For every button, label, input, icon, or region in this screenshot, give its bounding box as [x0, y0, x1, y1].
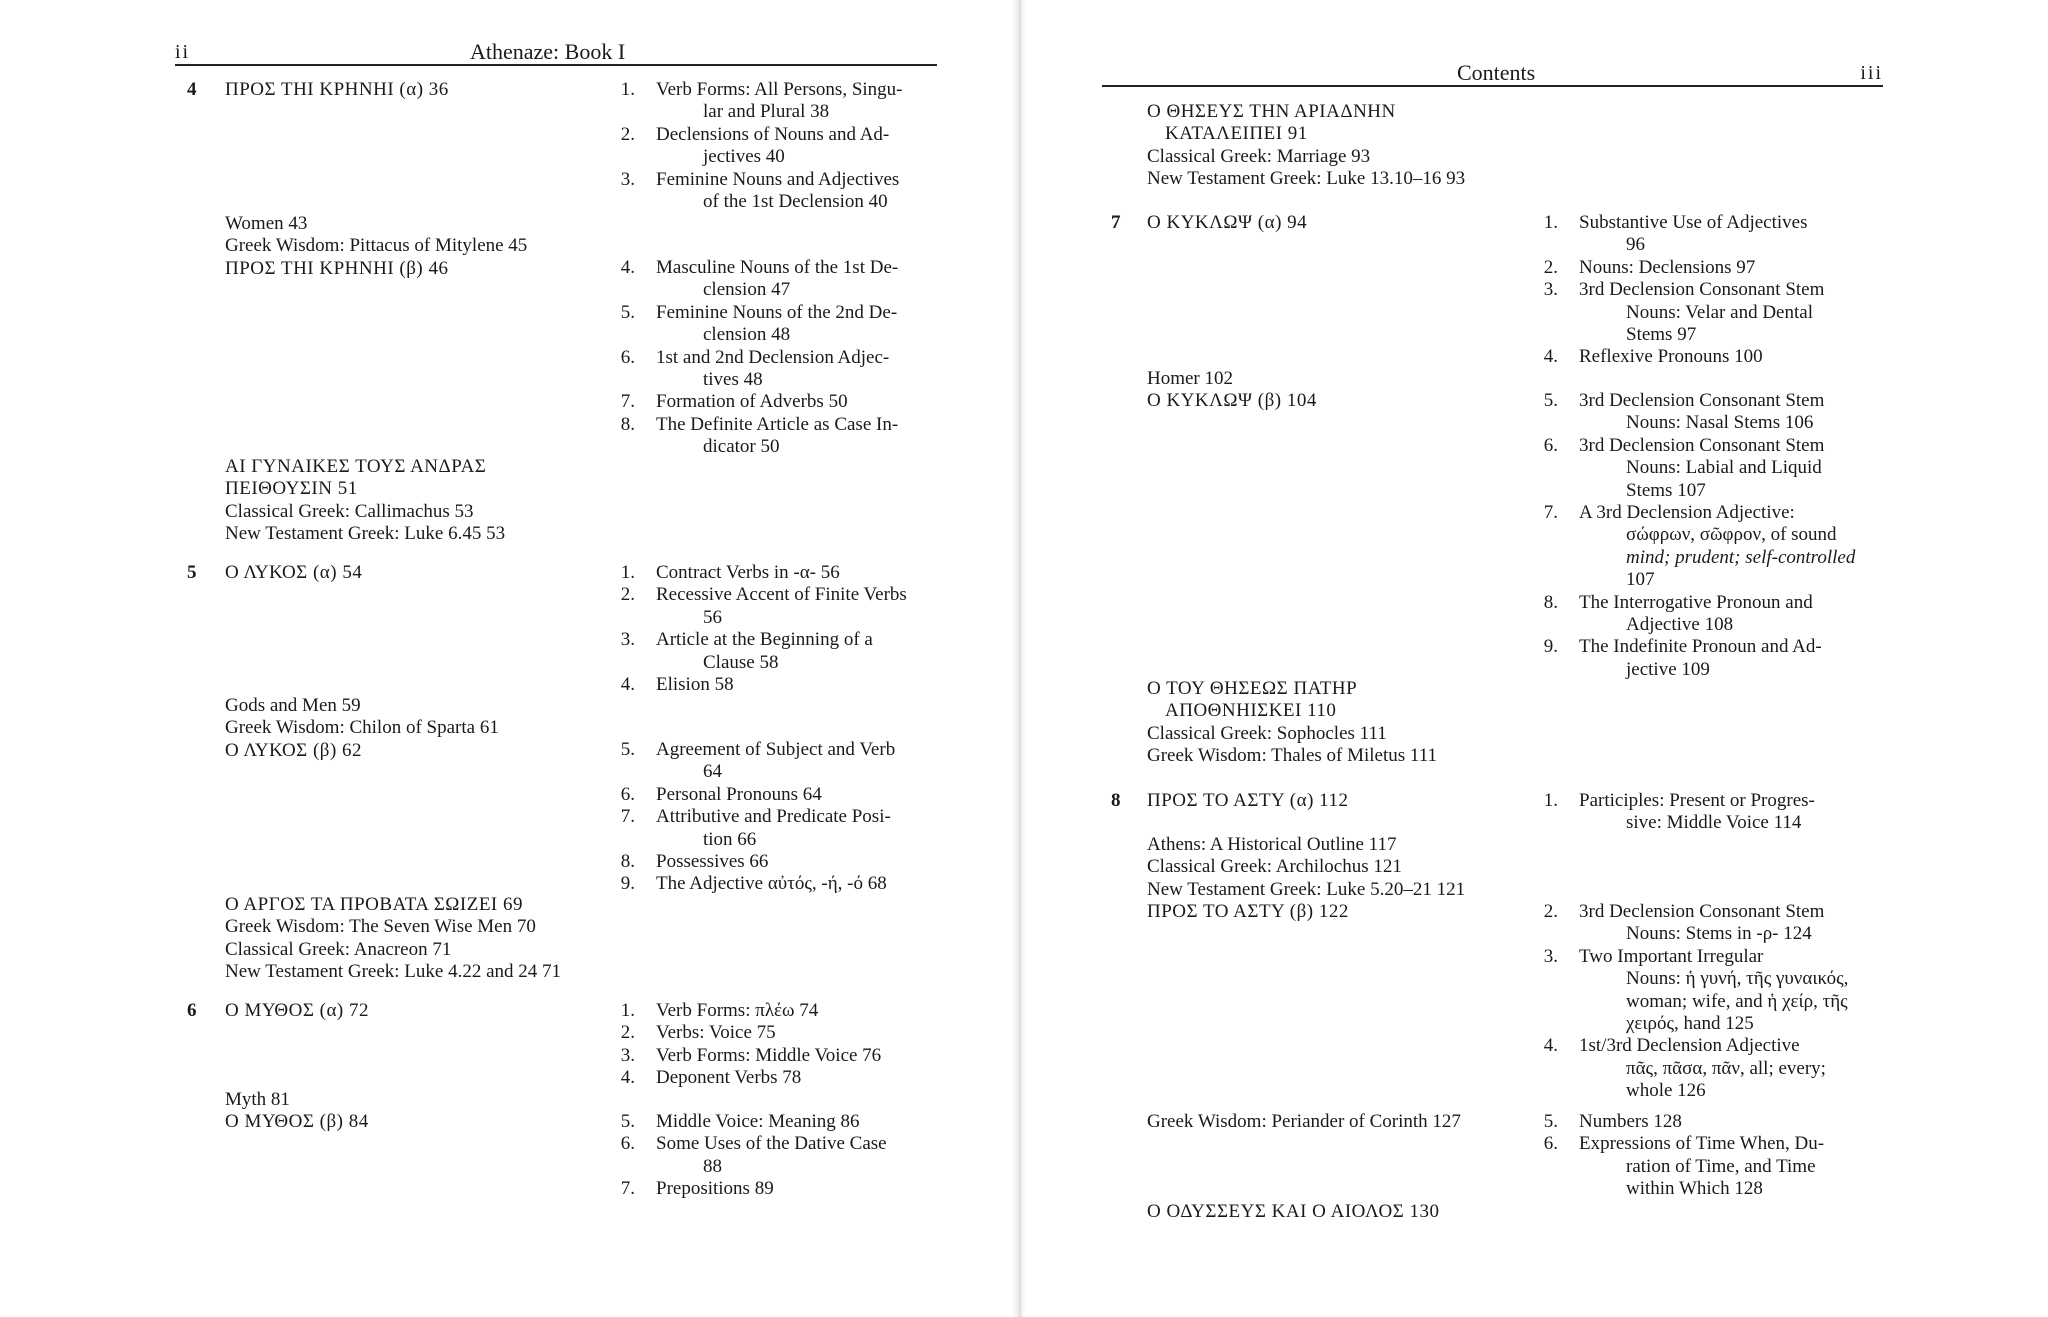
item-line: woman; wife, and ἡ χείρ, τῆς: [1626, 990, 1848, 1012]
grammar-item: [617, 391, 898, 413]
item-line: 96: [1626, 234, 1645, 256]
toc-entry: ΠΡΟΣ ΤΗΙ ΚΡΗΝΗΙ (β) 46: [225, 257, 449, 279]
grammar-item: [1540, 346, 1824, 368]
item-line: Deponent Verbs 78: [656, 1067, 802, 1089]
item-number: 7.: [620, 806, 635, 828]
item-line: 3rd Declension Consonant Stem: [1579, 901, 1825, 922]
grammar-item: [1540, 592, 1855, 637]
grammar-item: [1540, 435, 1855, 502]
item-line: Article at the Beginning of a: [656, 629, 873, 651]
toc-entry: Greek Wisdom: Thales of Miletus 111: [1147, 745, 1438, 767]
item-number: 5.: [620, 1111, 635, 1132]
grammar-item: [617, 1133, 887, 1178]
item-line: clension 48: [703, 324, 791, 346]
item-number: 3.: [1543, 279, 1558, 301]
item-line: lar and Plural 38: [703, 101, 830, 123]
grammar-item: [1540, 390, 1855, 435]
item-number: 3.: [620, 1044, 635, 1066]
grammar-item: [617, 302, 898, 347]
item-number: 7.: [620, 1178, 635, 1200]
item-number: 1.: [1543, 790, 1558, 811]
item-line: A 3rd Declension Adjective:: [1579, 501, 1795, 523]
item-line: Verbs: Voice 75: [656, 1022, 776, 1044]
toc-entry: Ο ΑΡΓΟΣ ΤΑ ΠΡΟΒΑΤΑ ΣΩΙΖΕΙ 69: [225, 894, 524, 915]
toc-entry: ΠΡΟΣ ΤΟ ΑΣΤΥ (α) 112: [1147, 790, 1349, 811]
item-line: Nouns: Labial and Liquid: [1626, 457, 1822, 479]
toc-entry: Ο ΟΔΥΣΣΕΥΣ ΚΑΙ Ο ΑΙΟΛΟΣ 130: [1147, 1201, 1440, 1222]
chapter-number: 8: [1111, 790, 1121, 811]
reading-section: [1147, 1201, 1439, 1223]
item-line: πᾶς, πᾶσα, πᾶν, all; every;: [1626, 1057, 1826, 1079]
grammar-list: [1540, 1111, 1824, 1201]
grammar-item: [617, 562, 907, 584]
item-line: dicator 50: [703, 436, 780, 458]
item-line: Substantive Use of Adjectives: [1579, 212, 1808, 233]
toc-entry: ΑΙ ΓΥΝΑΙΚΕΣ ΤΟΥΣ ΑΝΔΡΑΣ: [225, 456, 487, 477]
item-line: 3rd Declension Consonant Stem: [1579, 434, 1825, 456]
reading-section: [1147, 101, 1465, 191]
grammar-item: [617, 1022, 881, 1044]
item-line: Nouns: Velar and Dental: [1626, 301, 1813, 323]
item-number: 3.: [620, 168, 635, 190]
item-line: tion 66: [703, 828, 757, 850]
grammar-item: [1540, 257, 1824, 279]
header-rule: [1102, 85, 1883, 87]
toc-entry: ΑΠΟΘΝΗΙΣΚΕΙ 110: [1165, 700, 1337, 722]
grammar-item: [617, 347, 898, 392]
item-number: 4.: [620, 1067, 635, 1089]
toc-entry: New Testament Greek: Luke 4.22 and 24 71: [225, 961, 562, 983]
toc-entry: ΠΡΟΣ ΤΗΙ ΚΡΗΝΗΙ (α) 36: [225, 79, 449, 100]
item-line: 3rd Declension Consonant Stem: [1579, 390, 1825, 411]
toc-entry: Ο ΤΟΥ ΘΗΣΕΩΣ ΠΑΤΗΡ: [1147, 678, 1358, 699]
grammar-list: [1540, 390, 1855, 681]
grammar-item: [1540, 279, 1824, 346]
item-number: 1.: [1543, 212, 1558, 233]
header-rule: [175, 64, 937, 66]
item-line: Nouns: Stems in -ρ- 124: [1626, 923, 1812, 945]
item-line: mind; prudent; self-controlled: [1626, 546, 1856, 568]
item-line: sive: Middle Voice 114: [1626, 812, 1802, 834]
grammar-item: [1540, 1111, 1824, 1133]
reading-section: [1147, 790, 1348, 812]
reading-section: [225, 695, 499, 762]
toc-entry: Greek Wisdom: Chilon of Sparta 61: [225, 717, 499, 739]
item-line: Verb Forms: Middle Voice 76: [656, 1044, 882, 1066]
chapter-number: 5: [187, 562, 197, 583]
toc-entry: Ο ΜΥΘΟΣ (β) 84: [225, 1111, 369, 1133]
item-line: Some Uses of the Dative Case: [656, 1133, 887, 1155]
item-line: Nouns: ἡ γυνή, τῆς γυναικός,: [1626, 968, 1849, 990]
item-line: jective 109: [1626, 658, 1710, 680]
grammar-item: [617, 79, 903, 124]
grammar-item: [617, 1045, 881, 1067]
grammar-item: [617, 1111, 887, 1133]
toc-entry: Greek Wisdom: Periander of Corinth 127: [1147, 1111, 1461, 1132]
toc-entry: Greek Wisdom: Pittacus of Mitylene 45: [225, 235, 528, 257]
grammar-item: [1540, 790, 1815, 835]
item-line: Feminine Nouns and Adjectives: [656, 168, 900, 190]
toc-entry: Ο ΚΥΚΛΩΨ (β) 104: [1147, 390, 1317, 412]
item-line: 88: [703, 1155, 722, 1177]
item-line: Verb Forms: πλέω 74: [656, 1000, 819, 1021]
grammar-item: [617, 1067, 881, 1089]
toc-entry: ΠΡΟΣ ΤΟ ΑΣΤΥ (β) 122: [1147, 901, 1349, 923]
item-line: Clause 58: [703, 651, 779, 673]
reading-section: [1147, 212, 1307, 234]
item-number: 3.: [1543, 945, 1558, 967]
grammar-item: [617, 1000, 881, 1022]
grammar-item: [617, 124, 903, 169]
toc-entry: Classical Greek: Sophocles 111: [1147, 722, 1387, 744]
toc-entry: New Testament Greek: Luke 5.20–21 121: [1147, 878, 1466, 900]
item-line: The Interrogative Pronoun and: [1579, 591, 1813, 613]
grammar-item: [617, 169, 903, 214]
chapter-number: 6: [187, 1000, 197, 1021]
item-line: within Which 128: [1626, 1178, 1763, 1200]
item-line: Nouns: Nasal Stems 106: [1626, 412, 1814, 434]
toc-entry: ΚΑΤΑΛΕΙΠΕΙ 91: [1165, 123, 1308, 145]
item-line: Agreement of Subject and Verb: [656, 739, 896, 760]
grammar-list: [617, 1000, 881, 1090]
item-line: Verb Forms: All Persons, Singu-: [656, 79, 903, 100]
toc-entry: ΠΕΙΘΟΥΣΙΝ 51: [225, 478, 358, 500]
item-number: 4.: [620, 673, 635, 695]
chapter-number: 4: [187, 79, 197, 100]
grammar-item: [617, 851, 895, 873]
item-number: 2.: [620, 1022, 635, 1044]
item-line: σώφρων, σῶφρον, of sound: [1626, 524, 1837, 546]
grammar-item: [617, 629, 907, 674]
toc-entry: Classical Greek: Marriage 93: [1147, 145, 1371, 167]
reading-section: [1147, 368, 1317, 413]
left-page: [0, 0, 1000, 1317]
reading-section: [1147, 834, 1465, 924]
grammar-item: [617, 873, 895, 895]
item-number: 4.: [620, 257, 635, 278]
grammar-item: [617, 674, 907, 696]
item-line: jectives 40: [703, 146, 785, 168]
reading-section: [225, 213, 527, 280]
grammar-item: [617, 257, 898, 302]
item-line: Nouns: Declensions 97: [1579, 256, 1756, 278]
grammar-list: [617, 79, 903, 213]
item-line: The Adjective αὐτός, -ή, -ό 68: [656, 873, 887, 895]
item-number: 1.: [620, 1000, 635, 1021]
grammar-item: [617, 806, 895, 851]
item-line: Elision 58: [656, 673, 734, 695]
item-line: Stems 107: [1626, 479, 1706, 501]
toc-entry: Ο ΛΥΚΟΣ (β) 62: [225, 739, 363, 761]
item-number: 4.: [1543, 1035, 1558, 1057]
item-number: 2.: [1543, 256, 1558, 278]
reading-section: [1147, 1111, 1461, 1133]
toc-entry: Ο ΜΥΘΟΣ (α) 72: [225, 1000, 370, 1021]
grammar-item: [617, 739, 895, 784]
toc-entry: Classical Greek: Callimachus 53: [225, 500, 474, 522]
item-line: 56: [703, 606, 722, 628]
item-line: Adjective 108: [1626, 613, 1734, 635]
grammar-item: [1540, 1035, 1848, 1102]
item-line: χειρός, hand 125: [1626, 1012, 1754, 1034]
item-line: Participles: Present or Progres-: [1579, 790, 1815, 811]
reading-section: [225, 1089, 369, 1134]
grammar-list: [617, 257, 898, 459]
item-number: 6.: [620, 783, 635, 805]
grammar-list: [617, 739, 895, 896]
item-number: 7.: [620, 391, 635, 413]
item-number: 8.: [1543, 591, 1558, 613]
item-line: Prepositions 89: [656, 1178, 774, 1200]
item-line: Stems 97: [1626, 323, 1697, 345]
item-number: 4.: [1543, 346, 1558, 368]
toc-entry: Athens: A Historical Outline 117: [1147, 834, 1397, 855]
grammar-list: [617, 1111, 887, 1201]
item-number: 1.: [620, 79, 635, 100]
toc-entry: Myth 81: [225, 1089, 290, 1110]
grammar-item: [1540, 212, 1824, 257]
running-head: [1102, 61, 1883, 87]
item-line: The Indefinite Pronoun and Ad-: [1579, 636, 1822, 658]
item-line: 107: [1626, 569, 1655, 591]
grammar-item: [617, 784, 895, 806]
item-line: Numbers 128: [1579, 1111, 1682, 1132]
running-title: Athenaze: Book I: [470, 38, 626, 64]
item-line: Feminine Nouns of the 2nd De-: [656, 301, 898, 323]
reading-section: [225, 1000, 369, 1022]
item-number: 7.: [1543, 501, 1558, 523]
grammar-item: [1540, 901, 1848, 946]
item-number: 5.: [620, 301, 635, 323]
item-number: 5.: [620, 739, 635, 760]
item-line: Declensions of Nouns and Ad-: [656, 123, 890, 145]
toc-entry: Gods and Men 59: [225, 695, 361, 716]
item-number: 8.: [620, 850, 635, 872]
item-number: 5.: [1543, 390, 1558, 411]
toc-entry: Classical Greek: Archilochus 121: [1147, 856, 1402, 878]
item-number: 2.: [620, 123, 635, 145]
item-number: 9.: [620, 873, 635, 895]
toc-entry: Ο ΚΥΚΛΩΨ (α) 94: [1147, 212, 1308, 233]
item-line: Reflexive Pronouns 100: [1579, 346, 1763, 368]
reading-section: [225, 456, 505, 546]
grammar-list: [617, 562, 907, 696]
item-line: Contract Verbs in -α- 56: [656, 562, 840, 583]
item-number: 6.: [620, 1133, 635, 1155]
item-line: Middle Voice: Meaning 86: [656, 1111, 860, 1132]
grammar-item: [1540, 1133, 1824, 1200]
item-line: Expressions of Time When, Du-: [1579, 1133, 1825, 1155]
reading-section: [225, 562, 362, 584]
item-number: 2.: [620, 584, 635, 606]
item-line: Personal Pronouns 64: [656, 783, 822, 805]
toc-entry: Ο ΛΥΚΟΣ (α) 54: [225, 562, 363, 583]
item-line: Two Important Irregular: [1579, 945, 1764, 967]
item-number: 2.: [1543, 901, 1558, 922]
item-line: ration of Time, and Time: [1626, 1155, 1816, 1177]
item-number: 8.: [620, 413, 635, 435]
item-line: of the 1st Declension 40: [703, 190, 888, 212]
item-number: 1.: [620, 562, 635, 583]
item-line: whole 126: [1626, 1080, 1706, 1102]
toc-entry: Greek Wisdom: The Seven Wise Men 70: [225, 916, 536, 938]
right-page: [1020, 0, 2048, 1317]
page-number: iii: [1860, 61, 1883, 84]
item-line: 1st and 2nd Declension Adjec-: [656, 346, 890, 368]
toc-entry: New Testament Greek: Luke 13.10–16 93: [1147, 168, 1466, 190]
toc-entry: Homer 102: [1147, 368, 1234, 389]
item-number: 6.: [1543, 1133, 1558, 1155]
item-line: Masculine Nouns of the 1st De-: [656, 257, 899, 278]
reading-section: [225, 894, 561, 984]
item-line: The Definite Article as Case In-: [656, 413, 899, 435]
grammar-list: [1540, 901, 1848, 1103]
grammar-list: [1540, 212, 1824, 369]
page-number: ii: [175, 40, 191, 63]
item-line: clension 47: [703, 279, 791, 301]
running-title: Contents: [1457, 59, 1536, 85]
item-line: Recessive Accent of Finite Verbs: [656, 584, 907, 606]
reading-section: [225, 79, 449, 101]
running-head: [175, 40, 937, 66]
item-line: Formation of Adverbs 50: [656, 391, 848, 413]
grammar-item: [617, 414, 898, 459]
item-number: 6.: [1543, 434, 1558, 456]
grammar-item: [1540, 946, 1848, 1036]
grammar-item: [617, 584, 907, 629]
item-line: Attributive and Predicate Posi-: [656, 806, 891, 828]
toc-entry: Ο ΘΗΣΕΥΣ ΤΗΝ ΑΡΙΑΔΝΗΝ: [1147, 101, 1396, 122]
grammar-item: [1540, 502, 1855, 592]
item-line: 3rd Declension Consonant Stem: [1579, 279, 1825, 301]
item-number: 3.: [620, 629, 635, 651]
toc-entry: Women 43: [225, 213, 308, 234]
item-line: 64: [703, 761, 722, 783]
toc-entry: New Testament Greek: Luke 6.45 53: [225, 523, 506, 545]
item-line: tives 48: [703, 368, 763, 390]
item-number: 9.: [1543, 636, 1558, 658]
item-number: 6.: [620, 346, 635, 368]
grammar-item: [1540, 636, 1855, 681]
grammar-item: [617, 1178, 887, 1200]
toc-entry: Classical Greek: Anacreon 71: [225, 938, 452, 960]
item-line: 1st/3rd Declension Adjective: [1579, 1035, 1800, 1057]
item-number: 5.: [1543, 1111, 1558, 1132]
grammar-list: [1540, 790, 1815, 835]
item-line: Possessives 66: [656, 850, 769, 872]
chapter-number: 7: [1111, 212, 1121, 233]
reading-section: [1147, 678, 1437, 768]
